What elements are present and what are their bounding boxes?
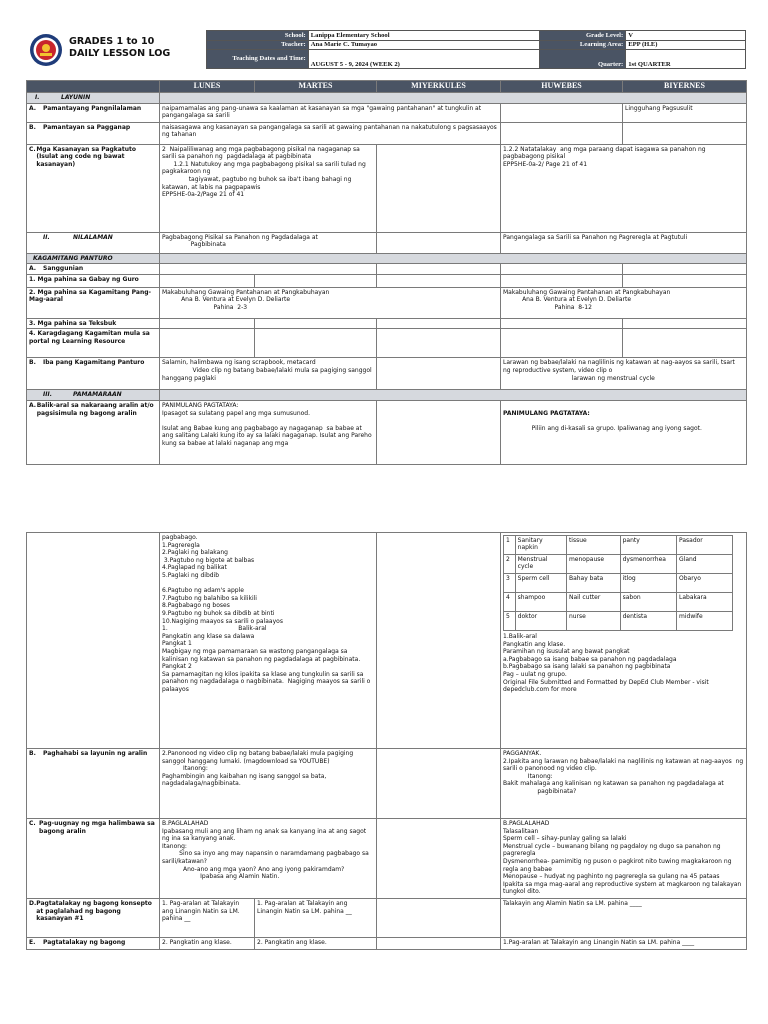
day-header-blank (27, 81, 160, 93)
word-group-item: Sperm cell (515, 574, 566, 593)
row-label (27, 938, 160, 950)
cell-thursday: 1.Pag-aralan at Talakayin ang Linangin Natin sa LM. pahina ____ (501, 938, 747, 950)
cell-monday: B.PAGLALAHAD Ipabasang muli ang ang liham ng anak sa kanyang ina at ang sagot ng ina sa kanyang anak. Itanong: Sino sa inyo ang may napansin o naramdamang pagbabago sa sarili/katawan? Ano-ano ang mga yaon? Ano ang iyong pakiramdam? Ipabasa ang Alamin Natin. (160, 819, 377, 899)
cell-blank (160, 264, 377, 275)
row-label (27, 819, 160, 899)
cell-blank (377, 938, 501, 950)
day-wednesday: MIYERKULES (377, 81, 501, 93)
row-key: C. (29, 820, 36, 827)
row-paghahabi (27, 749, 747, 819)
cell-monday: 2.Panonood ng video clip ng batang babae/lalaki mula pagiging sanggol hanggang lumaki. (magdownload sa YOUTUBE) Itanong: Paghambingin ang kaibahan ng isang sanggol sa bata, nagdadalaga/nagbibinata. (160, 749, 377, 819)
row-label-text: 1. Mga pahina sa Gabay ng Guro (27, 274, 160, 287)
cell-friday: Lingguhang Pagsusulit (623, 103, 747, 122)
lesson-table-page1 (26, 80, 747, 465)
page-two (26, 532, 746, 950)
word-group-item: Sanitary napkin (515, 536, 566, 555)
row-key: D. (29, 900, 37, 907)
cell-text: naisasagawa ang kasanayan sa pangangalaga sa sarili at gawaing pantahanan na nakatutulong s pagsasaayos ng tahanan (160, 122, 501, 144)
row-key: B. (29, 750, 36, 757)
cell-title: PANIMULANG PAGTATAYA: (503, 409, 590, 417)
word-group-item: Labakara (677, 593, 733, 612)
word-group-item: Menstrual cycle (515, 555, 566, 574)
word-group-item: Gland (677, 555, 733, 574)
row-label-text: Pagtatalakay ng bagong (43, 939, 126, 946)
row-key: A. (29, 401, 37, 409)
cell-spacer (503, 402, 744, 410)
word-group-row (504, 593, 733, 612)
word-group-item: Nail cutter (566, 593, 620, 612)
cell-blank (623, 318, 747, 329)
quarter-value: 1st QUARTER (626, 50, 746, 69)
cell-thursday: 1.2.2 Natatalakay ang mga paraang dapat isagawa sa panahon ng pagbabagong pisikal EPP5HE-0a-2/ Page 21 of 41 (501, 144, 747, 232)
cell-blank (501, 318, 623, 329)
row-balik-aral (27, 400, 747, 464)
cell-thursday: Pangangalaga sa Sarili sa Panahon ng Pagreregla at Pagtutuli (501, 232, 747, 253)
cell-monday: 1. Pag-aralan at Talakayin ang Linangin Natin sa LM. pahina __ (160, 899, 255, 938)
word-group-item: midwife (677, 612, 733, 631)
cell-blank (377, 232, 501, 253)
row-label (27, 264, 160, 275)
cell-text: 1.Balik-aral Pangkatin ang klase. Paramihan ng isusulat ang bawat pangkat a.Pagbabago sa isang babae sa panahon ng pagdadalaga b.Pagbabago sa isang lalaki sa panahon ng pagbibinata Pag – uulat ng grupo. Original File Submitted and Formatted by DepEd Club Member - visit depedclub.com for more (503, 633, 709, 694)
word-group-number: 3 (504, 574, 516, 593)
cell-blank (377, 264, 501, 275)
row-gabay-ng-guro (27, 274, 747, 287)
page-one (26, 30, 746, 465)
word-group-item: dentista (620, 612, 676, 631)
day-header-row (27, 81, 747, 93)
row-nilalaman (27, 232, 747, 253)
dates-value: AUGUST 5 - 9, 2024 (WEEK 2) (308, 50, 540, 69)
row-balik-aral-continued (27, 533, 747, 749)
word-group-item: shampoo (515, 593, 566, 612)
header-info-grid (206, 30, 746, 69)
row-label-text: Pamantayan sa Pagganap (43, 123, 131, 131)
word-group-row (504, 536, 733, 555)
cell-thursday: Makabuluhang Gawaing Pantahanan at Pangkabuhayan Ana B. Ventura at Evelyn D. Deliarte Pahina 8-12 (501, 287, 747, 318)
section-title: PAMAMARAAN (73, 391, 122, 399)
grade-value: V (626, 31, 746, 41)
row-label (27, 232, 160, 253)
cell-thursday: PAGGANYAK. 2.Ipakita ang larawan ng babae/lalaki na naglilinis ng katawan at nag-aayos ng sarili o panonood ng video clip. Itanong: Bakit mahalaga ang kalinisan ng katawan sa panahon ng pagdadalaga at pagbibinata? (501, 749, 747, 819)
row-mga-kasanayan (27, 144, 747, 232)
cell-monday: 2 Naipaliliwanag ang mga pagbabagong pisikal na nagaganap sa sarili sa panahon ng pagdadalaga at pagbibinata 1.2.1 Natutukoy ang mga pagbabagong pisikal sa sarili tulad ng pagkakaroon ng tagiyawat, pagtubo ng buhok sa iba't ibang bahagi ng katawan, at labis na pagpapawis EPP5HE-0a-2/Page 21 of 41 (160, 144, 377, 232)
cell-blank (255, 329, 377, 358)
row-key: E. (29, 939, 36, 946)
cell-blank (377, 749, 501, 819)
cell-blank (501, 274, 623, 287)
row-pagtatalakay-1 (27, 899, 747, 938)
word-group-body (504, 536, 733, 631)
section-layunin-label (27, 93, 160, 104)
area-label: Learning Area: (540, 40, 626, 50)
cell-blank (501, 103, 623, 122)
cell-blank (501, 329, 623, 358)
row-label-text: NILALAMAN (73, 233, 113, 241)
section-number: I. (35, 94, 40, 101)
cell-blank (623, 329, 747, 358)
word-group-number: 5 (504, 612, 516, 631)
row-label-text: 4. Karagdagang Kagamitan mula sa portal ng Learning Resource (27, 329, 160, 358)
cell-blank (160, 274, 255, 287)
day-friday: BIYERNES (623, 81, 747, 93)
cell-blank (377, 318, 501, 329)
cell-blank (377, 358, 501, 390)
cell-blank (377, 533, 501, 749)
lesson-log-header (26, 30, 746, 72)
word-group-item: panty (620, 536, 676, 555)
cell-blank (377, 819, 501, 899)
cell-monday: pagbabago. 1.Pagreregla 2.Paglaki ng balakang 3.Pagtubo ng bigote at balbas 4.Paglapad ng balikat 5.Paglaki ng dibdib 6.Pagtubo ng adam's apple 7.Pagtubo ng balahibo sa kilikili 8.Pagbabago ng boses 9.Pagtubo ng buhok sa dibdib at binti 10.Nagiging maayos sa sarili o palaayos 1. Balik-aral Pangkatin ang klase sa dalawa Pangkat 1 Magbigay ng mga pamamaraan sa wastong pangangalaga sa kalinisan ng katawan sa panahon ng pagdadalaga at pagbibinata. Pangkat 2 Sa pamamagitan ng kilos ipakita sa klase ang tungkulin sa sarili sa panahon ng nagdadalaga o nagbibinata. Nagiging maayos sa sarili o palaayos (160, 533, 377, 749)
word-group-item: itlog (620, 574, 676, 593)
cell-thursday (501, 400, 747, 464)
cell-thursday: B.PAGLALAHAD Talasalitaan Sperm cell – sihay-punlay galing sa lalaki Menstrual cycle – buwanang bilang ng pagdaloy ng dugo sa panahon ng pagreregla Dysmenorrhea- pamimitig ng puson o pagkirot nito tuwing magkakaroon ng regla ang babae Menopause – hudyat ng paghinto ng pagreregla sa gulang na 45 pataas Ipakita sa mga mag-aaral ang reproductive system at magkaroon ng talakayan tungkol dito. (501, 819, 747, 899)
cell-blank (27, 533, 160, 749)
cell-blank (255, 274, 377, 287)
word-group-number: 1 (504, 536, 516, 555)
cell-tuesday: 2. Pangkatin ang klase. (255, 938, 377, 950)
day-tuesday: MARTES (255, 81, 377, 93)
row-key: II. (43, 233, 50, 241)
row-label-text: Iba pang Kagamitang Panturo (43, 359, 145, 367)
cell-blank (160, 329, 255, 358)
cell-tuesday: 1. Pag-aralan at Talakayin ang Linangin Natin sa LM. pahina __ (255, 899, 377, 938)
word-group-item: sabon (620, 593, 676, 612)
row-sanggunian (27, 264, 747, 275)
row-label-text: 2. Mga pahina sa Kagamitang Pang-Mag-aaral (27, 287, 160, 318)
cell-monday: Pagbabagong Pisikal sa Panahon ng Pagdadalaga at Pagbibinata (160, 232, 377, 253)
word-group-item: menopause (566, 555, 620, 574)
cell-blank (377, 400, 501, 464)
cell-text: Piliin ang di-kasali sa grupo. Ipaliwanag ang iyong sagot. (531, 425, 702, 433)
row-key: B. (29, 123, 36, 131)
row-key: A. (29, 265, 37, 273)
cell-blank (501, 264, 623, 275)
word-group-number: 4 (504, 593, 516, 612)
word-group-item: Pasador (677, 536, 733, 555)
section-pamamaraan (27, 390, 747, 401)
cell-blank (377, 274, 501, 287)
word-group-item: nurse (566, 612, 620, 631)
cell-blank (160, 318, 255, 329)
quarter-label: Quarter: (540, 50, 626, 69)
word-group-item: doktor (515, 612, 566, 631)
row-label (27, 122, 160, 144)
section-title: LAYUNIN (61, 94, 91, 101)
row-label-text: Sanggunian (43, 265, 84, 273)
cell-blank (377, 899, 501, 938)
cell-blank (623, 274, 747, 287)
cell-thursday: Talakayin ang Alamin Natin sa LM. pahina ____ (501, 899, 747, 938)
cell-text: naipamamalas ang pang-unawa sa kaalaman at kasanayan sa mga "gawaing pantahanan" at tungkulin at pangangalaga sa sarili (160, 103, 501, 122)
word-group-row (504, 555, 733, 574)
word-group-row (504, 612, 733, 631)
row-label-text: Balik-aral sa nakaraang aralin at/o pagsisimula ng bagong aralin (36, 401, 154, 417)
area-value: EPP (H.E) (626, 40, 746, 50)
cell-blank (623, 122, 747, 144)
word-group-table (503, 535, 733, 631)
row-pagtatalakay-2 (27, 938, 747, 950)
row-label (27, 144, 160, 232)
teacher-value: Ana Marie C. Tumayao (308, 40, 540, 50)
word-group-item: dysmenorrhea (620, 555, 676, 574)
section-kagamitang-panturo (27, 253, 747, 264)
row-label-text: Pagtatalakay ng bagong konsepto at paglalahad ng bagong kasanayan #1 (36, 900, 152, 923)
row-key: B. (29, 359, 36, 367)
cell-blank (377, 144, 501, 232)
school-label: School: (207, 31, 309, 41)
row-label-text: Mga Kasanayan sa Pagkatuto (Isulat ang code ng bawat kasanayan) (36, 145, 136, 168)
day-thursday: HUWEBES (501, 81, 623, 93)
row-iba-pang-kagamitan (27, 358, 747, 390)
row-label (27, 358, 160, 390)
teacher-label: Teacher: (207, 40, 309, 50)
section-layunin (27, 93, 747, 104)
section-title: KAGAMITANG PANTURO (27, 253, 160, 264)
school-value: Lanippa Elementary School (308, 31, 540, 41)
section-number: III. (43, 391, 52, 399)
title-line-2: DAILY LESSON LOG (69, 48, 171, 59)
lesson-table-page2 (26, 532, 747, 950)
day-monday: LUNES (160, 81, 255, 93)
section-blank (160, 390, 747, 401)
cell-blank (623, 264, 747, 275)
word-group-number: 2 (504, 555, 516, 574)
row-label (27, 749, 160, 819)
document-title (69, 36, 170, 60)
dates-label: Teaching Dates and Time: (207, 50, 309, 69)
word-group-item: Obaryo (677, 574, 733, 593)
cell-monday: Salamin, halimbawa ng isang scrapbook, metacard Video clip ng batang babae/lalaki mula sa pagiging sanggol hanggang paglaki (160, 358, 377, 390)
row-pag-uugnay (27, 819, 747, 899)
word-group-row (504, 574, 733, 593)
section-label (27, 390, 160, 401)
word-group-item: Bahay bata (566, 574, 620, 593)
row-label-text: Paghahabi sa layunin ng aralin (43, 750, 148, 757)
row-teksbuk (27, 318, 747, 329)
cell-blank (255, 318, 377, 329)
cell-blank (377, 329, 501, 358)
row-pamantayan-sa-pagganap (27, 122, 747, 144)
cell-thursday (501, 533, 747, 749)
title-line-1: GRADES 1 to 10 (69, 36, 155, 47)
cell-monday: Makabuluhang Gawaing Pantahanan at Pangkabuhayan Ana B. Ventura at Evelyn D. Deliarte Pahina 2-3 (160, 287, 501, 318)
row-pamantayang-pangnilalaman (27, 103, 747, 122)
section-blank (160, 253, 747, 264)
row-label-text: Pag-uugnay ng mga halimbawa sa bagong aralin (39, 820, 155, 835)
row-label (27, 400, 160, 464)
row-label (27, 103, 160, 122)
row-label-text: 3. Mga pahina sa Teksbuk (27, 318, 160, 329)
row-label-text: Pamantayang Pangnilalaman (43, 104, 142, 112)
row-karagdagang-kagamitan (27, 329, 747, 358)
row-key: A. (29, 104, 37, 112)
word-group-item: tissue (566, 536, 620, 555)
cell-monday: 2. Pangkatin ang klase. (160, 938, 255, 950)
cell-blank (501, 122, 623, 144)
grade-label: Grade Level: (540, 31, 626, 41)
deped-seal-icon (29, 33, 63, 67)
row-kagamitang-pang-mag-aaral (27, 287, 747, 318)
section-blank (160, 93, 747, 104)
row-label (27, 899, 160, 938)
cell-thursday: Larawan ng babae/lalaki na naglilinis ng katawan at nag-aayos sa sarili, tsart ng reproductive system, video clip o larawan ng menstrual cycle (501, 358, 747, 390)
row-key: C. (29, 145, 36, 153)
cell-monday: PANIMULANG PAGTATAYA: Ipasagot sa sulatang papel ang mga sumusunod. Isulat ang Babae kung ang pagbabago ay nagaganap sa babae at ang salitang Lalaki kung ito ay sa lalaki nagaganap. Isulat ang Pareho kung sa babae at lalaki naganap ang mga (160, 400, 377, 464)
